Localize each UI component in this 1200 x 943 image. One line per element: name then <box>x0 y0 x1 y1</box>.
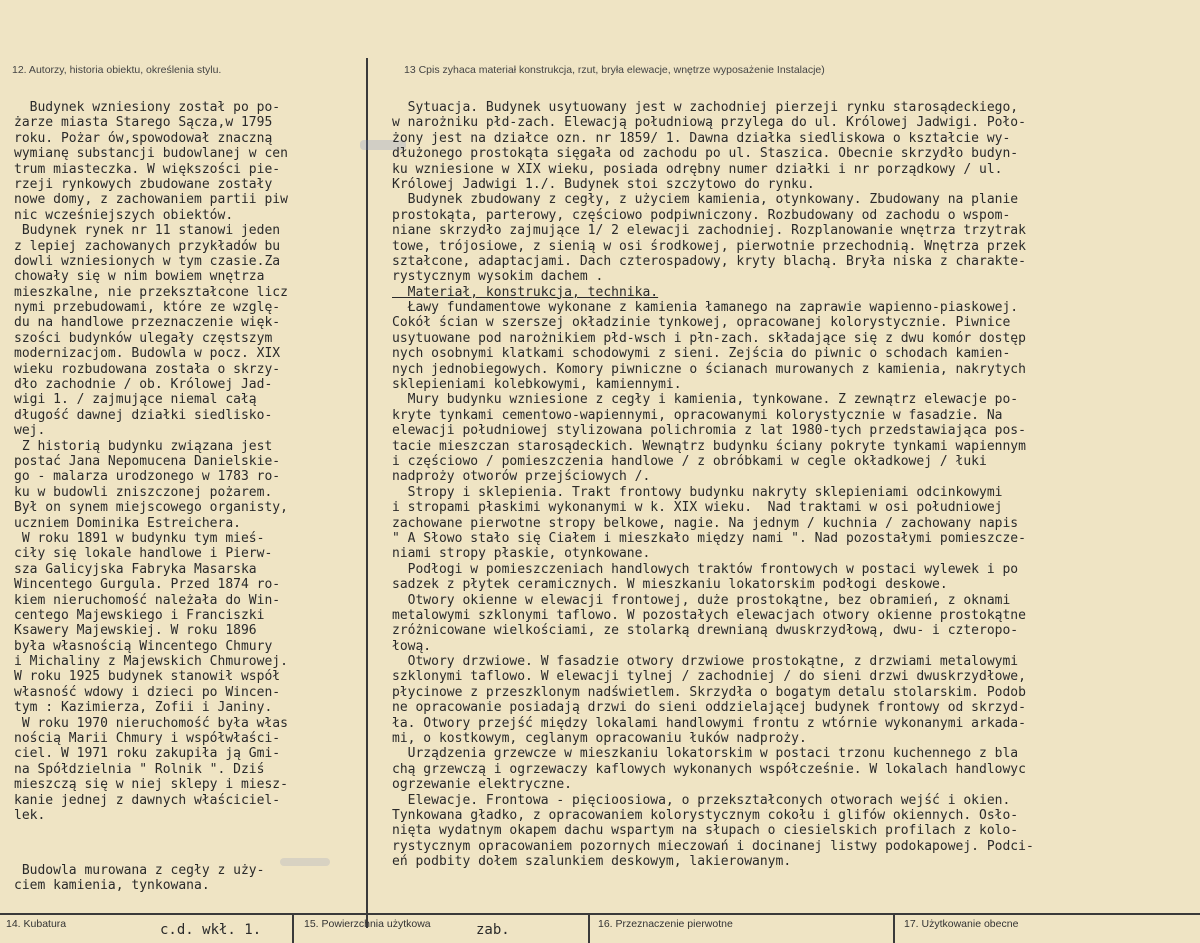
text-line: dłużonego prostokąta sięgała od zachodu po ul. Staszica. Obecnie skrzydło budyn- <box>392 146 1019 162</box>
text-line: ne opracowanie posiadają drzwi do sieni oddzielającej budynek frontowy od skrzyd- <box>392 700 1026 716</box>
text-line: była własnością Wincentego Chmury <box>14 638 273 654</box>
text-line: łową. <box>392 638 432 654</box>
text-line: prostokąta, parterowy, częściowo podpiwniczony. Rozbudowany od zachodu o wspom- <box>392 207 1011 223</box>
footer-divider-3 <box>893 913 895 943</box>
text-line: Królowej Jadwigi 1./. Budynek stoi szczytowo do rynku. <box>392 176 815 192</box>
field-17-label: 17. Użytkowanie obecne <box>904 918 1019 930</box>
text-line: trum miasteczka. W większości pie- <box>14 161 281 177</box>
text-line: Tynkowana gładko, z opracowaniem kolorystycznym cokołu i glifów okiennych. Osło- <box>392 807 1019 823</box>
text-line: kryte tynkami cementowo-wapiennymi, opracowanymi kolorystycznie w fasadzie. Na <box>392 407 1003 423</box>
text-line: mieszczą się w niej sklepy i miesz- <box>14 777 288 793</box>
text-line: nych osobnymi klatkami schodowymi z sieni. Zejścia do piwnic o schodach kamien- <box>392 346 1011 362</box>
text-line: w narożniku płd-zach. Elewacją południową przylega do ul. Królowej Jadwigi. Poło- <box>392 115 1026 131</box>
text-line: rystycznym wysokim dachem . <box>392 269 604 285</box>
text-line: żarze miasta Starego Sącza,w 1795 <box>14 115 273 131</box>
text-line: wej. <box>14 423 46 439</box>
text-line: długość dawnej działki siedlisko- <box>14 407 273 423</box>
text-line: nadproży otworów przejściowych /. <box>392 469 651 485</box>
text-line: eń podbity dołem szalunkiem deskowym, lakierowanym. <box>392 854 792 870</box>
footer-divider-1 <box>292 913 294 943</box>
text-line: sza Galicyjska Fabryka Masarska <box>14 561 257 577</box>
text-line: niane skrzydło zajmujące 1/ 2 elewacji zachodniej. Rozplanowanie wnętrza trzytrak <box>392 223 1026 239</box>
text-line: roku. Pożar ów,spowodował znaczną <box>14 130 273 146</box>
text-line: " A Słowo stało się Ciałem i mieszkało między nami ". Nad pozostałymi pomieszcze- <box>392 530 1026 546</box>
footer-top-rule <box>0 913 1200 915</box>
text-line: Podłogi w pomieszczeniach handlowych traktów frontowych w postaci wylewek i po <box>392 561 1019 577</box>
text-line: Budynek rynek nr 11 stanowi jeden <box>14 223 281 239</box>
text-line: dowli wzniesionych w tym czasie.Za <box>14 253 281 269</box>
text-line: ła. Otwory przejść między lokalami handlowymi frontu z wtórnie wykonanymi arkada- <box>392 715 1026 731</box>
text-line: i stropami płaskimi wykonanymi w k. XIX wieku. Nad traktami w osi południowej <box>392 500 1003 516</box>
text-line: ogrzewanie elektryczne. <box>392 777 573 793</box>
text-line: sadzek z płytek ceramicznych. W mieszkaniu lokatorskim podłogi deskowe. <box>392 577 948 593</box>
text-line: ciem kamienia, tynkowana. <box>14 878 210 894</box>
history-text <box>14 100 364 823</box>
text-line: centego Majewskiego i Franciszki <box>14 607 265 623</box>
text-line: i Michaliny z Majewskich Chmurowej. <box>14 654 288 670</box>
text-line: ształcone, adaptacjami. Dach czterospadowy, kryty blachą. Bryła niska z charakte- <box>392 253 1026 269</box>
text-line: nych jednobiegowych. Komory piwniczne o ścianach murowanych z kamienia, nakrytych <box>392 361 1026 377</box>
text-line: Otwory drzwiowe. W fasadzie otwory drzwiowe prostokątne, z drzwiami metalowymi <box>392 654 1019 670</box>
field-14-value: c.d. wkł. 1. <box>160 922 262 938</box>
column-divider <box>366 58 368 928</box>
field-15-value: zab. <box>476 922 510 938</box>
text-line: Otwory okienne w elewacji frontowej, duże prostokątne, bez obramień, z oknami <box>392 592 1011 608</box>
text-line: lek. <box>14 807 46 823</box>
text-line: kanie jednej z dawnych właściciel- <box>14 792 281 808</box>
text-line: nowe domy, z zachowaniem partii piw <box>14 192 288 208</box>
field-16-label: 16. Przeznaczenie pierwotne <box>598 918 733 930</box>
text-line: metalowymi szklonymi taflowo. W pozostałych elewacjach otwory okienne prostokątne <box>392 607 1026 623</box>
text-line: rzeji rynkowych zbudowane zostały <box>14 176 273 192</box>
text-line: nymi przebudowami, które ze wzglę- <box>14 300 281 316</box>
text-line: własność wdowy i dzieci po Wincen- <box>14 684 281 700</box>
text-line: sklepieniami kolebkowymi, kamiennymi. <box>392 377 682 393</box>
text-line: nością Marii Chmury i współwłaści- <box>14 731 281 747</box>
text-line: postać Jana Nepomucena Danielskie- <box>14 453 281 469</box>
text-line: chą grzewczą i ogrzewaczy kaflowych wykonanych współcześnie. W lokalach handlowyc <box>392 761 1026 777</box>
section-12-label: 12. Autorzy, historia obiektu, określenia stylu. <box>12 64 222 76</box>
text-line: uczniem Dominika Estreichera. <box>14 515 241 531</box>
text-line: mieszkalne, nie przekształcone licz <box>14 284 288 300</box>
text-line: zachowane pierwotne stropy belkowe, nagie. Na jednym / kuchnia / zachowany napis <box>392 515 1019 531</box>
text-line: z lepiej zachowanych przykładów bu <box>14 238 281 254</box>
text-line: i częściowo / pomieszczenia handlowe / z obróbkami w cegle okładkowej / łuki <box>392 453 987 469</box>
text-line: Materiał, konstrukcja, technika. <box>392 284 659 300</box>
text-line: towe, trójosiowe, z sienią w osi środkowej, pierwotnie przechodnią. Wnętrza przek <box>392 238 1026 254</box>
text-line: W roku 1925 budynek stanowił współ <box>14 669 281 685</box>
text-line: ciel. W 1971 roku zakupiła ją Gmi- <box>14 746 281 762</box>
text-line: zróżnicowane wielkościami, ze stolarką drewnianą dwuskrzydłową, dwu- i czteropo- <box>392 623 1019 639</box>
text-line: nięta wydatnym okapem dachu wspartym na słupach o ciesielskich profilach z kolo- <box>392 823 1019 839</box>
text-line: płycinowe z przeszklonym nadświetlem. Skrzydła o bogatym detalu stolarskim. Podob <box>392 684 1026 700</box>
text-line: wigi 1. / zajmujące niemal całą <box>14 392 257 408</box>
text-line: du na handlowe przeznaczenie więk- <box>14 315 281 331</box>
text-line: W roku 1970 nieruchomość była włas <box>14 715 288 731</box>
text-line: tacie mieszczan starosądeckich. Wewnątrz budynku ściany pokryte tynkami wapiennym <box>392 438 1026 454</box>
text-line: ku wzniesione w XIX wieku, posiada odrębny numer działki i nr porządkowy / ul. <box>392 161 1003 177</box>
text-line: Wincentego Gurgula. Przed 1874 ro- <box>14 577 281 593</box>
footer-divider-2 <box>588 913 590 943</box>
text-line: rystycznym opracowaniem pozornych mieczowań i docinanej listwy podokapowej. Podci- <box>392 838 1034 854</box>
text-line: Budowla murowana z cegły z uży- <box>14 863 265 878</box>
text-line: Budynek wzniesiony został po po- <box>14 100 281 115</box>
text-line: Sytuacja. Budynek usytuowany jest w zachodniej pierzeji rynku starosądeckiego, <box>392 100 1019 115</box>
text-line: nic wcześniejszych obiektów. <box>14 207 234 223</box>
text-line: dło zachodnie / ob. Królowej Jad- <box>14 377 273 393</box>
construction-summary <box>14 863 364 894</box>
text-line: Budynek zbudowany z cegły, z użyciem kamienia, otynkowany. Zbudowany na planie <box>392 192 1019 208</box>
text-line: Urządzenia grzewcze w mieszkaniu lokatorskim w postaci trzonu kuchennego z bla <box>392 746 1019 762</box>
section-13-label: 13 Cpis zyhaca materiał konstrukcja, rzut, bryła elewacje, wnętrze wyposażenie Instalacje) <box>404 64 825 76</box>
text-line: kiem nieruchomość należała do Win- <box>14 592 281 608</box>
text-line: szości budynków ulegały częstszym <box>14 330 273 346</box>
text-line: szklonymi taflowo. W elewacji tylnej / zachodniej / do sieni drzwi dwuskrzydłowe, <box>392 669 1026 685</box>
text-line: Elewacje. Frontowa - pięcioosiowa, o przekształconych otworach wejść i okien. <box>392 792 1011 808</box>
text-line: wymianę substancji budowlanej w cen <box>14 146 288 162</box>
text-line: ciły się lokale handlowe i Pierw- <box>14 546 273 562</box>
description-text <box>392 100 1196 870</box>
text-line: Ksawery Majewskiej. W roku 1896 <box>14 623 257 639</box>
text-line: Był on synem miejscowego organisty, <box>14 500 288 516</box>
text-line: żony jest na działce ozn. nr 1859/ 1. Dawna działka siedliskowa o kształcie wy- <box>392 130 1011 146</box>
text-line: W roku 1891 w budynku tym mieś- <box>14 530 265 546</box>
text-line: elewacji południowej stylizowana polichromia z lat 1980-tych przedstawiająca pos- <box>392 423 1026 439</box>
text-line: usytuowane pod narożnikiem płd-wsch i płn-zach. składające się z dwu komór dostęp <box>392 330 1026 346</box>
text-line: Mury budynku wzniesione z cegły i kamienia, tynkowane. Z zewnątrz elewacje po- <box>392 392 1019 408</box>
field-14-label: 14. Kubatura <box>6 918 67 930</box>
text-line: tym : Kazimierza, Zofii i Janiny. <box>14 700 273 716</box>
text-line: modernizacjom. Budowla w pocz. XIX <box>14 346 281 362</box>
field-15-label: 15. Powierzchnia użytkowa <box>304 918 431 930</box>
text-line: wieku rozbudowana została o skrzy- <box>14 361 281 377</box>
text-line: Cokół ścian w szerszej okładzinie tynkowej, opracowanej kolorystycznie. Piwnice <box>392 315 1011 331</box>
text-line: na Spółdzielnia " Rolnik ". Dziś <box>14 761 265 777</box>
text-line: go - malarza urodzonego w 1783 ro- <box>14 469 281 485</box>
text-line: Ławy fundamentowe wykonane z kamienia łamanego na zaprawie wapienno-piaskowej. <box>392 300 1019 316</box>
text-line: Z historią budynku związana jest <box>14 438 273 454</box>
text-line: Stropy i sklepienia. Trakt frontowy budynku nakryty sklepieniami odcinkowymi <box>392 484 1003 500</box>
text-line: ku w budowli zniszczonej pożarem. <box>14 484 273 500</box>
text-line: chowały się w nim bowiem wnętrza <box>14 269 265 285</box>
text-line: niami stropy płaskie, otynkowane. <box>392 546 651 562</box>
text-line: mi, o kostkowym, ceglanym opracowaniu łuków nadproży. <box>392 731 807 747</box>
